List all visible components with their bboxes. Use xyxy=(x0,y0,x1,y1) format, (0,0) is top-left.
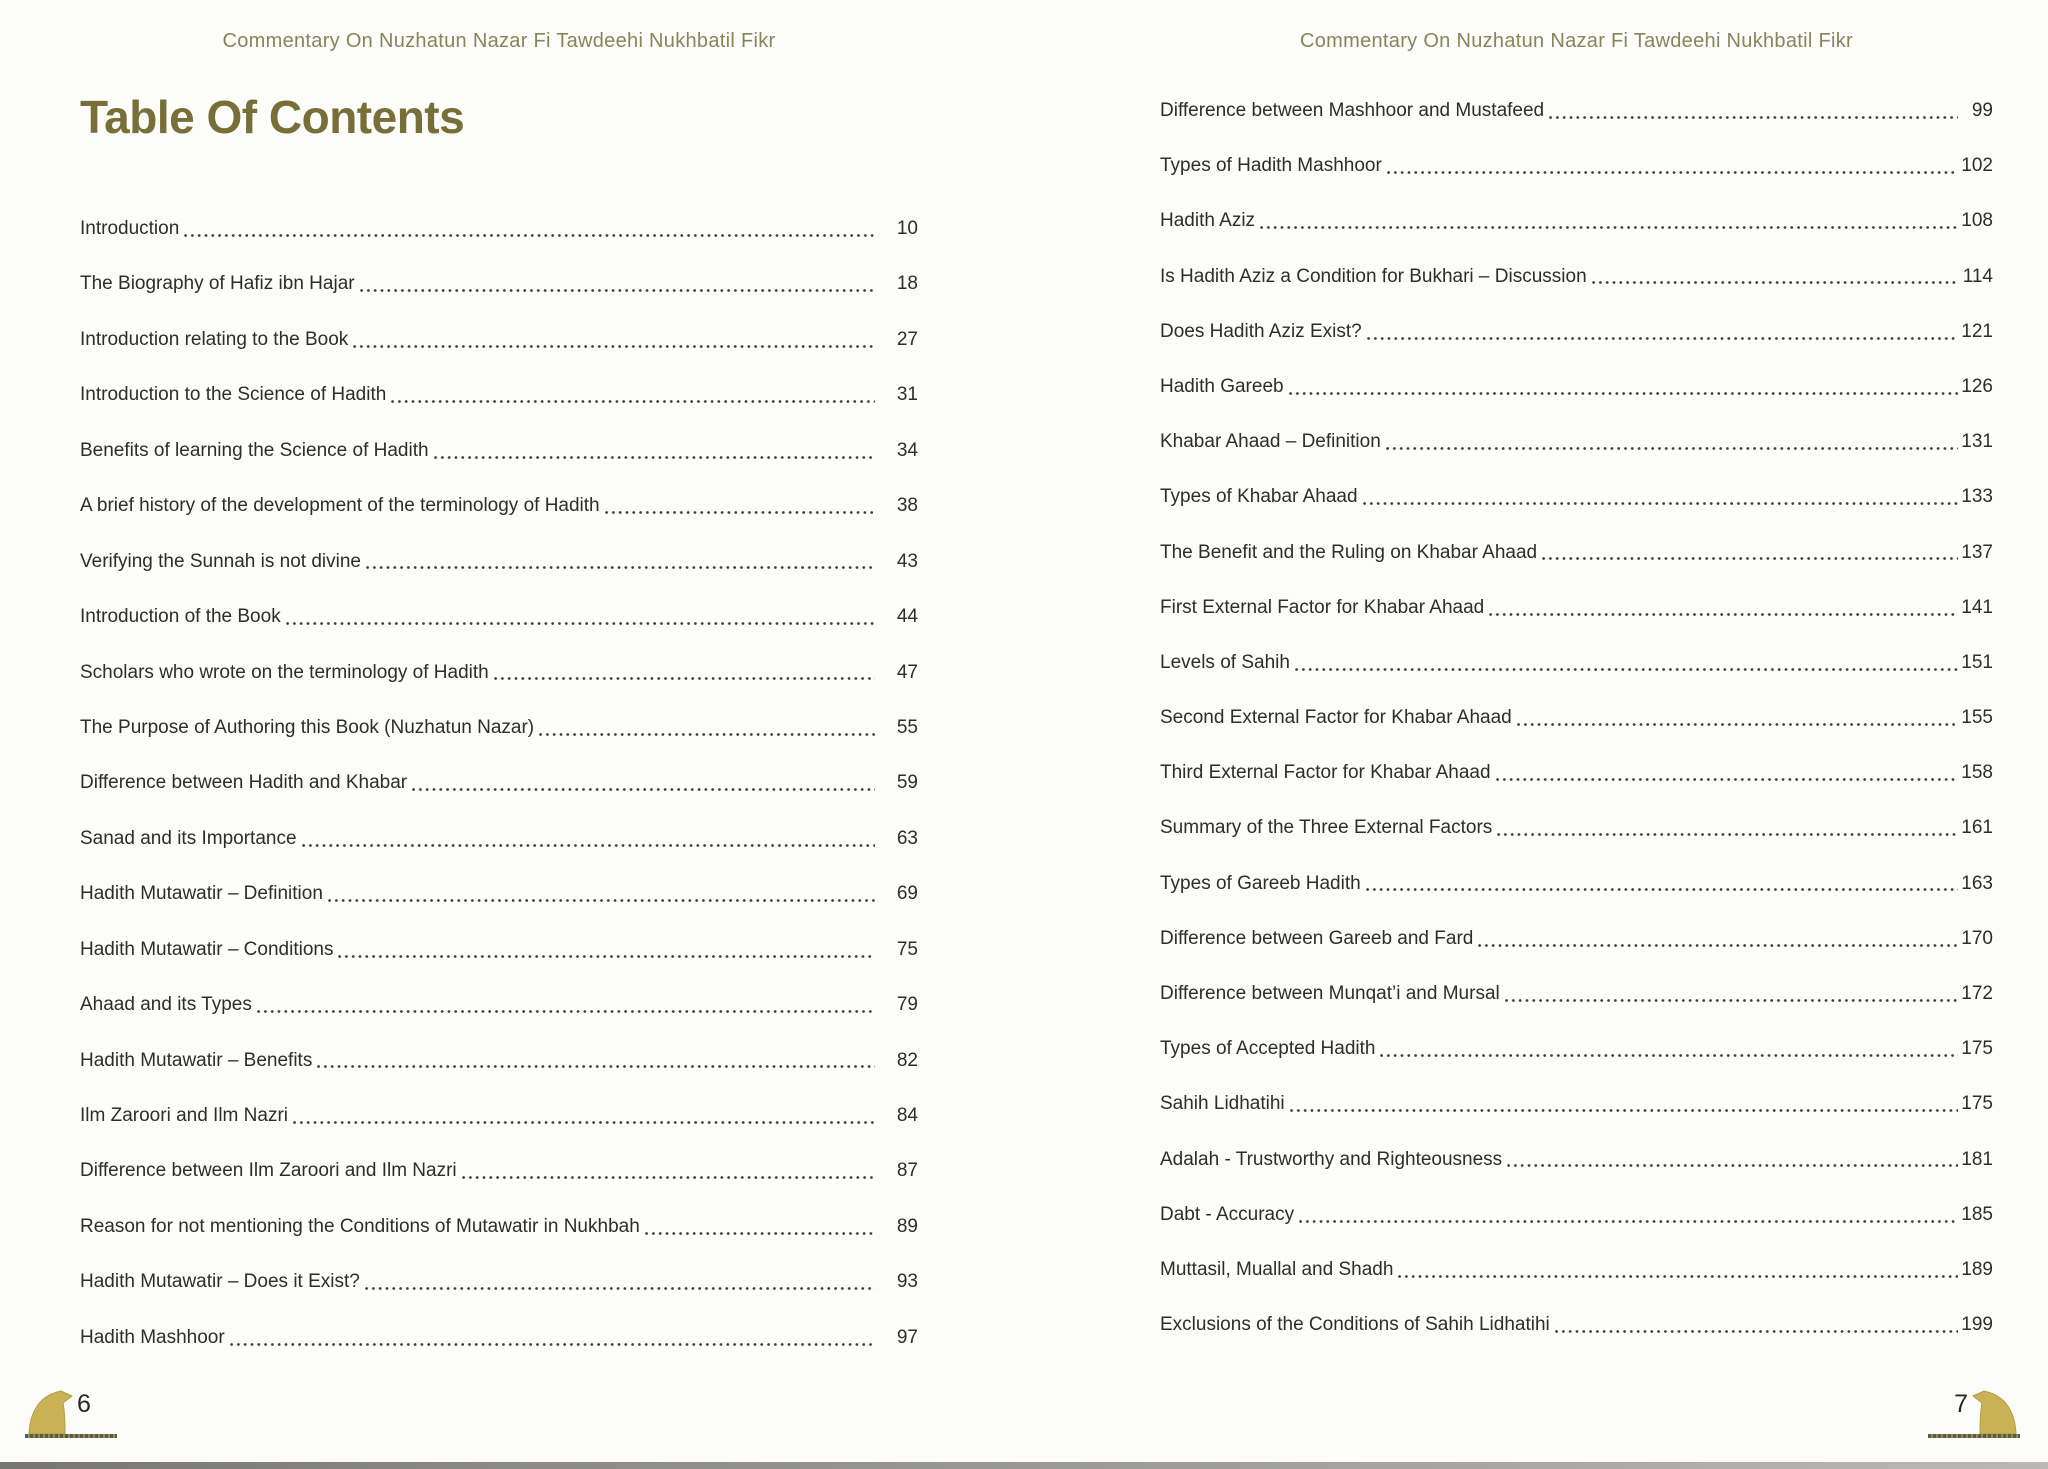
scan-bottom-edge xyxy=(0,1462,2048,1469)
toc-entry-label: Introduction of the Book xyxy=(80,606,281,628)
dot-leader xyxy=(1295,650,1958,676)
toc-entry-label: Does Hadith Aziz Exist? xyxy=(1160,320,1362,342)
dot-leader xyxy=(1555,1312,1958,1338)
toc-entry-label: Scholars who wrote on the terminology of Hadith xyxy=(80,661,489,683)
toc-entry-label: Difference between Ilm Zaroori and Ilm Nazri xyxy=(80,1160,457,1182)
toc-entry-label: The Benefit and the Ruling on Khabar Ahaad xyxy=(1160,541,1538,563)
toc-entry xyxy=(1160,540,1993,595)
toc-entry xyxy=(80,327,918,382)
right-page xyxy=(1160,0,1993,1469)
toc-entry-label: Second External Factor for Khabar Ahaad xyxy=(1160,707,1512,729)
toc-entry-label: Difference between Munqat’i and Mursal xyxy=(1160,983,1500,1004)
dot-leader xyxy=(1505,981,1958,1007)
dot-leader xyxy=(1289,374,1958,400)
dot-leader xyxy=(302,826,875,852)
toc-entry xyxy=(80,1158,918,1213)
toc-entry-label: Reason for not mentioning the Conditions of Mutawatir in Nukhbah xyxy=(80,1215,640,1237)
dot-leader xyxy=(365,1269,875,1295)
dot-leader xyxy=(1299,1202,1958,1228)
toc-entry-page-number: 199 xyxy=(1961,1314,1993,1336)
toc-entry-page-number: 84 xyxy=(896,1105,918,1126)
dot-leader xyxy=(494,660,875,686)
toc-entry-page-number: 47 xyxy=(896,661,918,683)
toc-entry-page-number: 121 xyxy=(1961,320,1993,342)
page-title: Table Of Contents xyxy=(80,91,465,143)
toc-entry-label: Introduction xyxy=(80,218,180,239)
toc-entry xyxy=(1160,1091,1993,1146)
toc-entry-page-number: 133 xyxy=(1961,486,1993,508)
toc-entry-page-number: 87 xyxy=(896,1160,918,1182)
toc-entry xyxy=(1160,1147,1993,1202)
dot-leader xyxy=(338,937,875,963)
toc-entry xyxy=(1160,760,1993,815)
toc-entry-page-number: 10 xyxy=(896,218,918,239)
toc-entry xyxy=(1160,871,1993,926)
toc-entry-page-number: 69 xyxy=(896,883,918,905)
toc-entry-label: Types of Khabar Ahaad xyxy=(1160,486,1358,508)
dot-leader xyxy=(317,1048,875,1074)
toc-entry xyxy=(80,493,918,548)
corner-ornament-left xyxy=(25,1388,117,1438)
toc-entry-label: Difference between Mashhoor and Mustafeed xyxy=(1160,100,1545,121)
corner-rule xyxy=(25,1434,117,1438)
toc-entry-page-number: 175 xyxy=(1961,1093,1993,1115)
toc-entry xyxy=(80,881,918,936)
dot-leader xyxy=(257,992,875,1018)
toc-entry-label: Exclusions of the Conditions of Sahih Lidhatihi xyxy=(1160,1314,1550,1336)
toc-entry xyxy=(1160,926,1993,981)
toc-entry-page-number: 97 xyxy=(896,1326,918,1348)
dot-leader xyxy=(1592,264,1958,290)
toc-entry-label: Difference between Gareeb and Fard xyxy=(1160,927,1474,949)
toc-entry-label: A brief history of the development of the terminology of Hadith xyxy=(80,495,600,517)
toc-entry-label: Hadith Gareeb xyxy=(1160,375,1284,397)
toc-entry-label: Hadith Aziz xyxy=(1160,210,1256,232)
toc-entry-label: Hadith Mutawatir – Definition xyxy=(80,883,323,905)
dot-leader xyxy=(1366,871,1958,897)
dot-leader xyxy=(1497,815,1958,841)
toc-entry-label: Ahaad and its Types xyxy=(80,994,252,1016)
toc-entry-page-number: 27 xyxy=(896,328,918,350)
toc-entry-page-number: 34 xyxy=(896,439,918,461)
toc-entry-page-number: 155 xyxy=(1961,707,1993,729)
toc-entry-page-number: 38 xyxy=(896,495,918,517)
corner-rule xyxy=(1928,1434,2020,1438)
toc-entry-label: The Biography of Hafiz ibn Hajar xyxy=(80,273,355,295)
dot-leader xyxy=(1507,1147,1958,1173)
dot-leader xyxy=(1489,595,1958,621)
toc-entry-label: Verifying the Sunnah is not divine xyxy=(80,550,361,572)
dot-leader xyxy=(1542,540,1958,566)
dot-leader xyxy=(1367,319,1958,345)
gold-sail-icon xyxy=(25,1388,73,1435)
dot-leader xyxy=(1363,484,1958,510)
toc-entry-label: Muttasil, Muallal and Shadh xyxy=(1160,1258,1394,1280)
toc-entry-label: Ilm Zaroori and Ilm Nazri xyxy=(80,1105,288,1126)
dot-leader xyxy=(1387,153,1958,179)
toc-entry-page-number: 185 xyxy=(1961,1203,1993,1225)
toc-entry xyxy=(80,438,918,493)
toc-entry-page-number: 108 xyxy=(1961,210,1993,232)
toc-entry-label: Introduction relating to the Book xyxy=(80,328,349,350)
toc-entry-page-number: 172 xyxy=(1961,983,1993,1004)
toc-entry xyxy=(80,937,918,992)
left-page xyxy=(80,0,918,1469)
toc-entry xyxy=(80,1214,918,1269)
toc-entry xyxy=(80,1325,918,1380)
dot-leader xyxy=(539,715,875,741)
toc-entry-page-number: 63 xyxy=(896,827,918,849)
toc-entry xyxy=(80,770,918,825)
toc-entry-page-number: 59 xyxy=(896,772,918,794)
toc-entry-label: Levels of Sahih xyxy=(1160,651,1290,673)
toc-entry-label: Types of Hadith Mashhoor xyxy=(1160,155,1382,177)
page-number: 7 xyxy=(1954,1390,1968,1418)
dot-leader xyxy=(605,493,875,519)
toc-entry-label: Hadith Mutawatir – Does it Exist? xyxy=(80,1271,360,1293)
corner-ornament-right xyxy=(1928,1388,2020,1438)
toc-entry-page-number: 43 xyxy=(896,550,918,572)
toc-entry-page-number: 82 xyxy=(896,1049,918,1071)
toc-entry-page-number: 93 xyxy=(896,1271,918,1293)
toc-entry-page-number: 55 xyxy=(896,716,918,738)
toc-entry xyxy=(80,271,918,326)
dot-leader xyxy=(434,438,875,464)
toc-entry xyxy=(80,1103,918,1158)
toc-entry-label: Adalah - Trustworthy and Righteousness xyxy=(1160,1148,1503,1170)
toc-entry-page-number: 75 xyxy=(896,938,918,960)
toc-entry-page-number: 89 xyxy=(896,1215,918,1237)
running-header: Commentary On Nuzhatun Nazar Fi Tawdeehi Nukhbatil Fikr xyxy=(1299,30,1853,52)
dot-leader xyxy=(1496,760,1958,786)
toc-entry xyxy=(1160,650,1993,705)
toc-entry xyxy=(1160,153,1993,208)
dot-leader xyxy=(184,216,875,242)
toc-entry-label: Summary of the Three External Factors xyxy=(1160,817,1493,839)
dot-leader xyxy=(360,271,875,297)
toc-entry-label: Third External Factor for Khabar Ahaad xyxy=(1160,762,1491,784)
dot-leader xyxy=(1549,98,1958,124)
toc-entry xyxy=(1160,1036,1993,1091)
toc-entry xyxy=(80,1269,918,1324)
dot-leader xyxy=(1380,1036,1958,1062)
dot-leader xyxy=(645,1214,875,1240)
toc-entry xyxy=(1160,264,1993,319)
toc-entry xyxy=(80,992,918,1047)
toc-entry-label: The Purpose of Authoring this Book (Nuzhatun Nazar) xyxy=(80,716,535,738)
toc-entry xyxy=(80,549,918,604)
toc-entry xyxy=(1160,1202,1993,1257)
toc-list xyxy=(80,216,918,1380)
toc-entry-label: Types of Accepted Hadith xyxy=(1160,1038,1376,1060)
dot-leader xyxy=(230,1325,875,1351)
toc-entry xyxy=(1160,319,1993,374)
dot-leader xyxy=(412,770,875,796)
toc-entry-label: Types of Gareeb Hadith xyxy=(1160,872,1361,894)
toc-entry-label: First External Factor for Khabar Ahaad xyxy=(1160,596,1485,618)
toc-entry-page-number: 181 xyxy=(1961,1148,1993,1170)
toc-entry xyxy=(80,826,918,881)
dot-leader xyxy=(1478,926,1958,952)
toc-entry-page-number: 170 xyxy=(1961,927,1993,949)
toc-entry-label: Khabar Ahaad – Definition xyxy=(1160,431,1381,453)
toc-entry-label: Introduction to the Science of Hadith xyxy=(80,384,387,406)
dot-leader xyxy=(1260,208,1958,234)
toc-entry-label: Benefits of learning the Science of Hadith xyxy=(80,439,429,461)
toc-entry-page-number: 141 xyxy=(1961,596,1993,618)
toc-entry xyxy=(1160,981,1993,1036)
toc-entry-page-number: 163 xyxy=(1961,872,1993,894)
dot-leader xyxy=(328,881,875,907)
toc-entry xyxy=(80,715,918,770)
gold-sail-icon xyxy=(1972,1388,2020,1435)
toc-entry-page-number: 18 xyxy=(896,273,918,295)
toc-entry xyxy=(1160,98,1993,153)
toc-entry-page-number: 99 xyxy=(1971,100,1993,121)
toc-entry xyxy=(80,660,918,715)
toc-entry-page-number: 31 xyxy=(896,384,918,406)
toc-list xyxy=(1160,98,1993,1367)
toc-entry xyxy=(1160,208,1993,263)
toc-entry-label: Sanad and its Importance xyxy=(80,827,297,849)
toc-entry-page-number: 79 xyxy=(896,994,918,1016)
toc-entry-label: Hadith Mashhoor xyxy=(80,1326,225,1348)
running-header: Commentary On Nuzhatun Nazar Fi Tawdeehi Nukhbatil Fikr xyxy=(222,30,776,52)
page-number: 6 xyxy=(77,1390,91,1418)
toc-entry xyxy=(1160,705,1993,760)
toc-entry-page-number: 158 xyxy=(1961,762,1993,784)
dot-leader xyxy=(1517,705,1958,731)
dot-leader xyxy=(462,1158,875,1184)
toc-entry xyxy=(1160,815,1993,870)
toc-entry-page-number: 114 xyxy=(1962,265,1993,287)
toc-entry-label: Hadith Mutawatir – Benefits xyxy=(80,1049,313,1071)
dot-leader xyxy=(1290,1091,1958,1117)
toc-entry xyxy=(80,1048,918,1103)
toc-entry-label: Sahih Lidhatihi xyxy=(1160,1093,1285,1115)
toc-entry-page-number: 126 xyxy=(1961,375,1993,397)
toc-entry-label: Hadith Mutawatir – Conditions xyxy=(80,938,334,960)
dot-leader xyxy=(1398,1257,1958,1283)
dot-leader xyxy=(1386,429,1958,455)
toc-entry-page-number: 102 xyxy=(1961,155,1993,177)
toc-entry-label: Difference between Hadith and Khabar xyxy=(80,772,408,794)
toc-entry xyxy=(80,382,918,437)
dot-leader xyxy=(293,1103,875,1129)
toc-entry xyxy=(1160,595,1993,650)
toc-entry xyxy=(1160,484,1993,539)
toc-entry-label: Dabt - Accuracy xyxy=(1160,1203,1295,1225)
dot-leader xyxy=(366,549,875,575)
toc-entry-page-number: 137 xyxy=(1961,541,1993,563)
toc-entry-page-number: 189 xyxy=(1961,1258,1993,1280)
dot-leader xyxy=(353,327,875,353)
toc-entry xyxy=(1160,1257,1993,1312)
toc-entry-label: Is Hadith Aziz a Condition for Bukhari – Discussion xyxy=(1160,265,1587,287)
toc-entry xyxy=(1160,429,1993,484)
toc-entry-page-number: 131 xyxy=(1961,431,1993,453)
toc-entry xyxy=(1160,1312,1993,1367)
toc-entry-page-number: 161 xyxy=(1961,817,1993,839)
toc-entry xyxy=(80,604,918,659)
toc-entry-page-number: 151 xyxy=(1961,651,1993,673)
toc-entry-page-number: 175 xyxy=(1961,1038,1993,1060)
toc-entry xyxy=(1160,374,1993,429)
dot-leader xyxy=(286,604,875,630)
toc-entry-page-number: 44 xyxy=(896,606,918,628)
toc-entry xyxy=(80,216,918,271)
dot-leader xyxy=(391,382,875,408)
